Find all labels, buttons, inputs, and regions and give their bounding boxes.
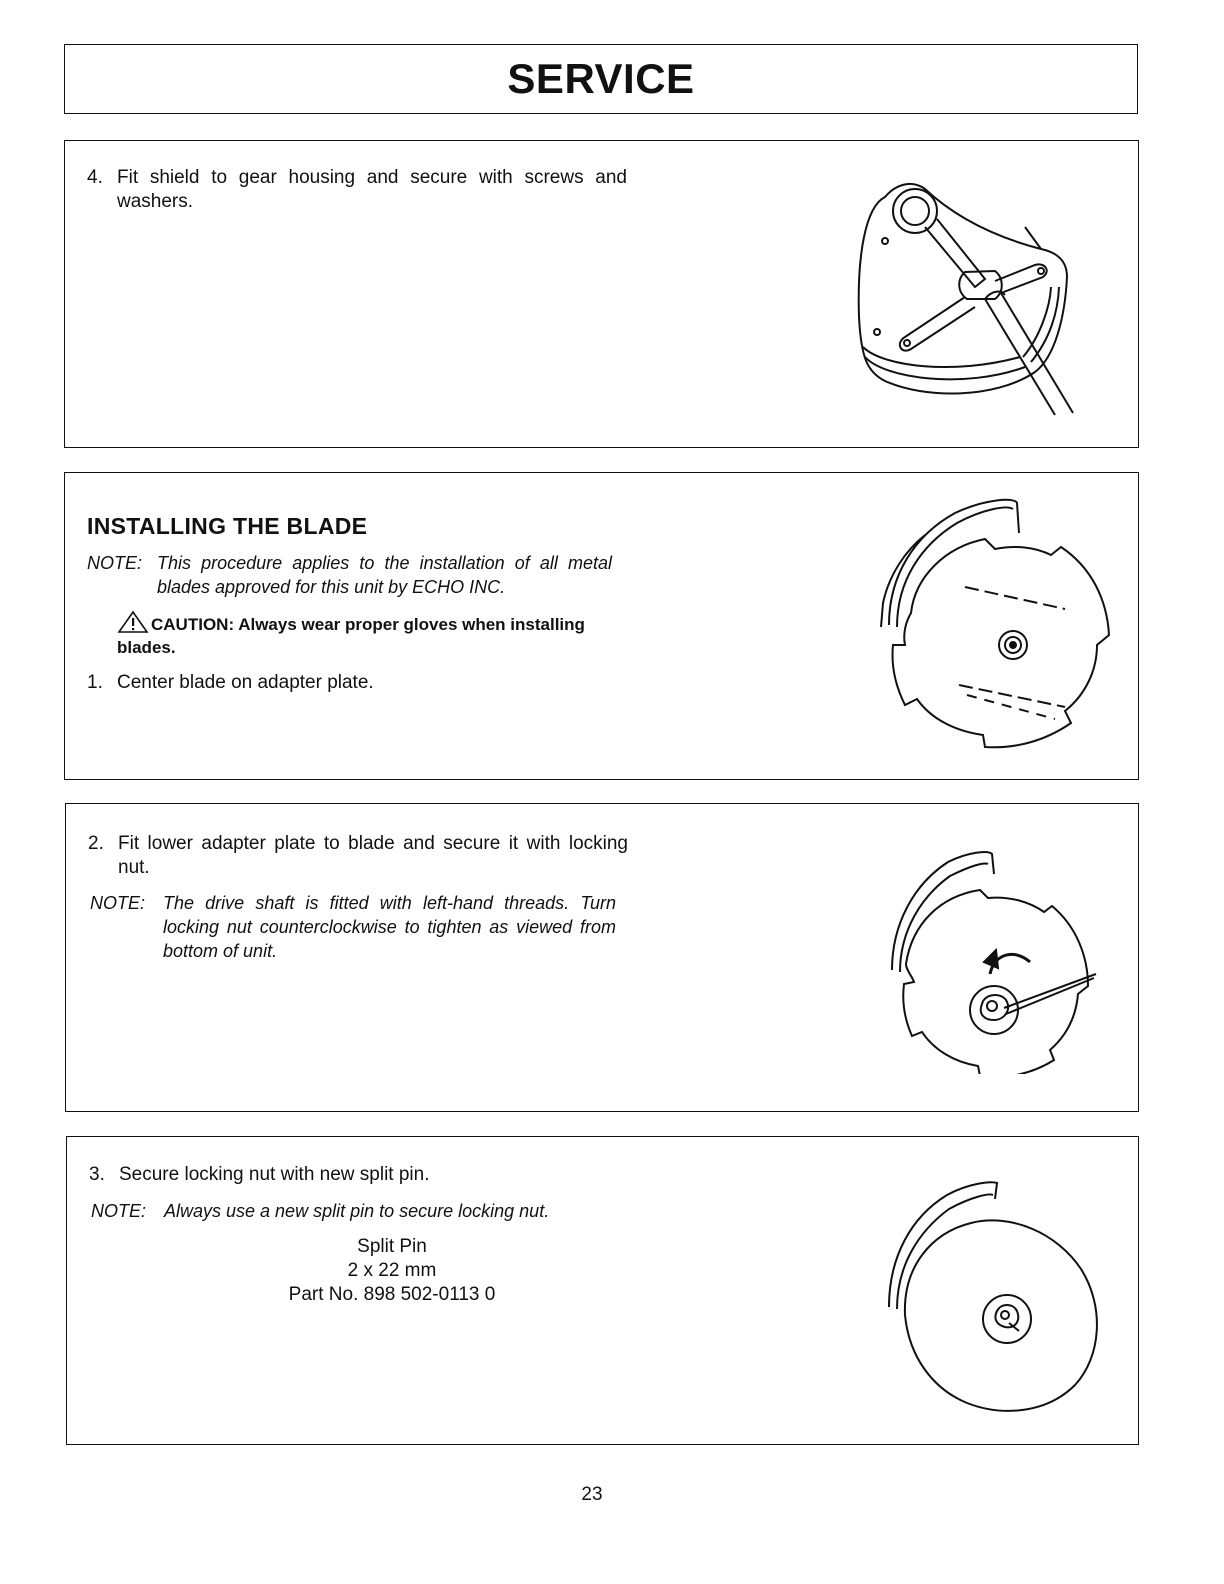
- warning-triangle-icon: [117, 611, 151, 633]
- page-number: 23: [581, 1484, 603, 1505]
- step-number: 2.: [88, 833, 104, 854]
- panel-split-pin: [66, 1136, 1139, 1445]
- note-text: The drive shaft is fitted with left-hand threads. Turn locking nut counterclockwise to tighten as viewed from bottom of unit.: [163, 893, 616, 961]
- shield-gear-housing-illustration: [845, 167, 1085, 417]
- step-text: Center blade on adapter plate.: [117, 672, 374, 693]
- note-label: NOTE:: [87, 553, 143, 573]
- page-title: SERVICE: [507, 55, 695, 102]
- split-pin-spec: [247, 1235, 537, 1307]
- panel-fit-shield: [64, 140, 1139, 448]
- panel-lower-adapter: [65, 803, 1139, 1112]
- caution-text: Always wear proper gloves when installing blades.: [117, 615, 585, 657]
- note-left-hand-threads: [90, 891, 616, 963]
- part-number: Part No. 898 502-0113 0: [288, 1284, 496, 1305]
- step-text: Fit lower adapter plate to blade and secure it with locking nut.: [118, 833, 628, 878]
- step-text: Fit shield to gear housing and secure with screws and washers.: [117, 167, 627, 212]
- locking-nut-illustration: [884, 844, 1104, 1074]
- blade-on-adapter-illustration: [875, 495, 1135, 755]
- note-label: NOTE:: [91, 1201, 147, 1221]
- step-number: 3.: [89, 1164, 105, 1185]
- note-approved-blades: [87, 551, 612, 599]
- note-label: NOTE:: [90, 893, 146, 913]
- note-text: This procedure applies to the installation of all metal blades approved for this unit by ECHO INC.: [157, 553, 612, 597]
- step-number: 1.: [87, 672, 103, 693]
- section-heading: INSTALLING THE BLADE: [87, 513, 368, 539]
- step-3: [89, 1163, 629, 1187]
- step-1: [87, 671, 627, 695]
- title-box: [64, 44, 1138, 114]
- note-text: Always use a new split pin to secure locking nut.: [164, 1201, 550, 1221]
- part-size: 2 x 22 mm: [347, 1260, 437, 1281]
- step-number: 4.: [87, 167, 103, 188]
- step-2: [88, 832, 628, 880]
- note-new-split-pin: [91, 1199, 631, 1223]
- part-name: Split Pin: [357, 1236, 427, 1257]
- caution-label: CAUTION:: [151, 615, 235, 634]
- panel-installing-blade: [64, 472, 1139, 780]
- step-text: Secure locking nut with new split pin.: [119, 1164, 430, 1185]
- caution-gloves: [117, 611, 617, 659]
- step-4: [87, 166, 627, 214]
- split-pin-illustration: [885, 1177, 1115, 1417]
